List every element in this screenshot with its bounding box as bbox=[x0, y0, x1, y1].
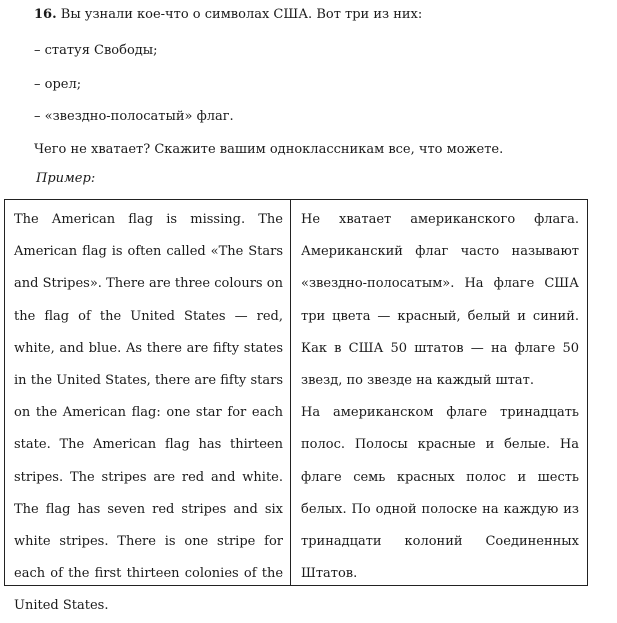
exercise-heading bbox=[34, 6, 422, 24]
example-label: Пример: bbox=[36, 171, 96, 186]
english-text: The American flag is missing. The American flag is often called «The Stars and Stripes». There are three colours on the flag of the United States — red, white, and blue. As there are fifty states in the United States, there are fifty stars on the American flag: one star for each state. The American flag has thirteen stripes. The stripes are red and white. The flag has seven red stripes and six white stripes. There is one stripe for each of the first thirteen colonies of the United States. bbox=[14, 212, 284, 614]
russian-paragraph-1: Не хватает американского флага. Американский флаг часто называют «звездно-полосатым». На флаге США три цвета — красный, белый и синий. Как в США 50 штатов — на флаге 50 звезд, по звезде на каждый штат. bbox=[301, 212, 579, 389]
english-column bbox=[5, 200, 291, 614]
symbol-item: – «звездно-полосатый» флаг. bbox=[34, 109, 234, 124]
exercise-question: Чего не хватает? Скажите вашим одноклассникам все, что можете. bbox=[34, 142, 504, 157]
answer-table bbox=[4, 199, 588, 614]
exercise-intro: Вы узнали кое-что о символах США. Вот три из них: bbox=[60, 7, 423, 22]
exercise-number: 16. bbox=[34, 7, 57, 22]
russian-column bbox=[291, 200, 587, 585]
symbol-item: – статуя Свободы; bbox=[34, 43, 158, 58]
russian-paragraph-2: На американском флаге тринадцать полос. Полосы красные и белые. На флаге семь красных полос и шесть белых. По одной полоске на каждую из тринадцати колоний Соединенных Штатов. bbox=[301, 405, 579, 582]
symbol-item: – орел; bbox=[34, 77, 82, 92]
